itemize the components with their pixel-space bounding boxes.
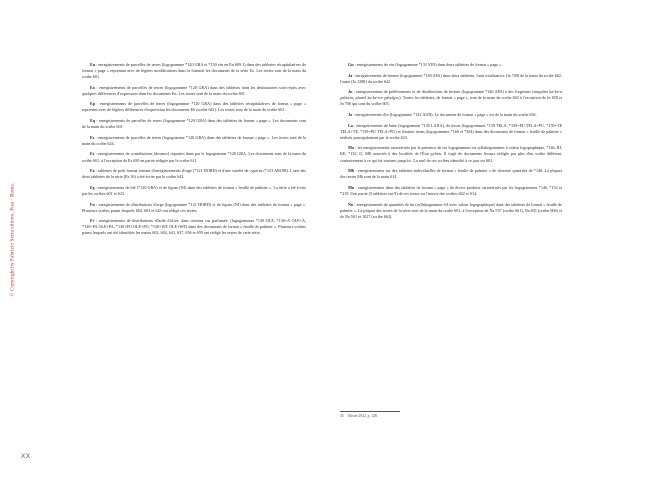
series-entry-en: En : enregistrements de parcelles de terres (logogramme *120 GRA et *130 vin en En 609.1) dans des tablettes récapitulatives de format « page » reprenant avec de légères modifications dans la formule les documents de la série Eo. Les textes sont de la main du scribe 601. — [82, 62, 306, 80]
series-entry-jn: Jn : enregistrements de prélèvements et de distributions de bronze (logogramme *140 AES) à des forgerons (singulier ka-ke-u χαλκεύς, pluriel ka-ke-we χαλκῆϝες). Toutes les tablettes, de format « page », sont de la main du scribe 602 à l'exception de Jn 658 et Jn 706 qui sont du scribe 603. — [340, 89, 562, 107]
footnote-number: 35 — [340, 414, 344, 418]
series-entry-fg: Fg : enregistrements de blé (*120 GRA) et de figues (NI) dans des tablettes de format « feuille de palmier ». La série a été écrite par les scribes 601 et 623. — [82, 184, 306, 196]
left-column — [82, 62, 306, 241]
footnote-divider — [340, 411, 400, 412]
series-entry-fr: Fr : enregistrements de distributions d'huile d'olive, dans certains cas parfumée, (logogrammes *130 OLE, *130+A OLE+A, *130+PA OLE+PA, *130+PO OLE+PO, *130+WE OLE+WE) dans des documents de format « feuille de palmier ». Plusieurs scribes parmi lesquels ont été identifiés les mains 602, 604, 641, 637, 656 et 659 ont rédigé les textes de cette série. — [82, 218, 306, 236]
footnote — [340, 414, 378, 419]
series-entry-nn: Nn : enregistrements de quantités de lin (syllabogramme SA avec valeur logographique) dans des tablettes de format « feuille de palmier ». La plupart des textes de la série sont de la main du scribe 601, à l'exception de Na 537 (scribe 661), Na 841 (scribe 606) et de Na 561 et 1027 (scribe 662). — [340, 201, 562, 219]
series-entry-eq: Eq : enregistrements de parcelles de terres (logogramme *120 GRA) dans des tablettes de format « page ». Les documents sont de la main du scribe 601. — [82, 118, 306, 130]
series-entry-eo: Eo : enregistrements de parcelles de terres (logogramme *120 GRA) dans des tablettes dont les destinataires sont repris avec quelques différences d'expression dans les documents En. Les textes sont de la main du scribe 601. — [82, 84, 306, 96]
series-entry-mb: Mb : enregistrements sur des tablettes individuelles de format « feuille de palmier » de diverses quantités de *146. La plupart des textes Mb sont de la main 614. — [340, 168, 562, 180]
series-entry-ma: Ma : les enregistrements caractérisés par la présence de six logogrammes ou syllabogrammes à valeur logographique, *146, RI, KE, *152, O, ME associés à des localités de l'État pylien. Il s'agit de documents fiscaux rédigés par plus d'un scribe différent, contrairement à ce qui fut soutenu jusqu'ici. La seul de ces scribes identifié à ce jour est 602. — [340, 145, 562, 163]
series-entry-fn: Fn : enregistrements de distributions d'orge (logogramme *121 HORD) et de figues (NI) dans des tablettes de format « page ». Plusieurs scribes parmi lesquels 602, 603 et 643 ont rédigé ces textes. — [82, 201, 306, 213]
series-entry-ep: Ep : enregistrements de parcelles de terres (logogramme *120 GRA) dans des tablettes récapitulatives de format « page » reprenant avec de légères différences d'expression les documents Eb (scribe 641). Les textes sont de la main du scribe 601. — [82, 101, 306, 113]
series-entry-fa: Fa : tablettes de petit format traitant d'enregistrements d'orge (*121 HORD) et d'une variété de cyperus (*123 AROM). L'une des deux tablettes de la série (Fa 16) a été écrite par le scribe 642. — [82, 168, 306, 180]
series-entry-mn: Mn : enregistrements dans des tablettes de format « page » de divers produits caractérisés par les logogrammes *146, *152 et *219. Une partie (5 tablettes sur 9) de ces textes est l'œuvre des scribes 602 et 614. — [340, 184, 562, 196]
footnote-text: Olivier 2012, p. 128. — [347, 414, 378, 418]
page-number: XX — [21, 453, 31, 460]
right-column — [340, 62, 562, 224]
series-entry-er: Er : enregistrements de parcelles de terres (logogramme *120 GRA) dans des tablettes de format « page ». Les textes sont de la main du scribe 624. — [82, 134, 306, 146]
series-entry-ja: Ja : enregistrements de bronze (logogramme *140 AES) dans deux tablettes, l'une totalisatrice (Ja 749) de la main du scribe 602, l'autre (Ja 1288) du scribe 642. — [340, 72, 562, 84]
copyright-notice: © Copyright by Fabrizio Serra editore, Pisa · Roma. — [9, 182, 16, 297]
series-entry-la: La : enregistrements de laine (logogramme *145 LANA), de tissus (logogrammes *159 TELA, *159+PU TELA+PU, *159+TE TELA+TE, *159+PU TELA+PU) et d'autres items (logogrammes *166 et *204) dans des documents de format « feuille de palmier » réalisés principalement par le scribe 623. — [340, 122, 562, 140]
series-entry-jo: Jo : enregistrements d'or (logogramme *141 AUR). Le document de format « page » est de la main du scribe 602. — [348, 112, 537, 118]
series-entry-es: Es : enregistrements de contributions (dosmos) reparties dans par le logogramme *120 GRA. Les documents sont de la main du scribe 601, à l'exception de Es 650 en partie rédigée par le scribe 611. — [82, 151, 306, 163]
series-entry-gn: Gn : enregistrements de vin (logogramme *131 VIN) dans deux tablettes de format « page ». — [348, 62, 503, 67]
